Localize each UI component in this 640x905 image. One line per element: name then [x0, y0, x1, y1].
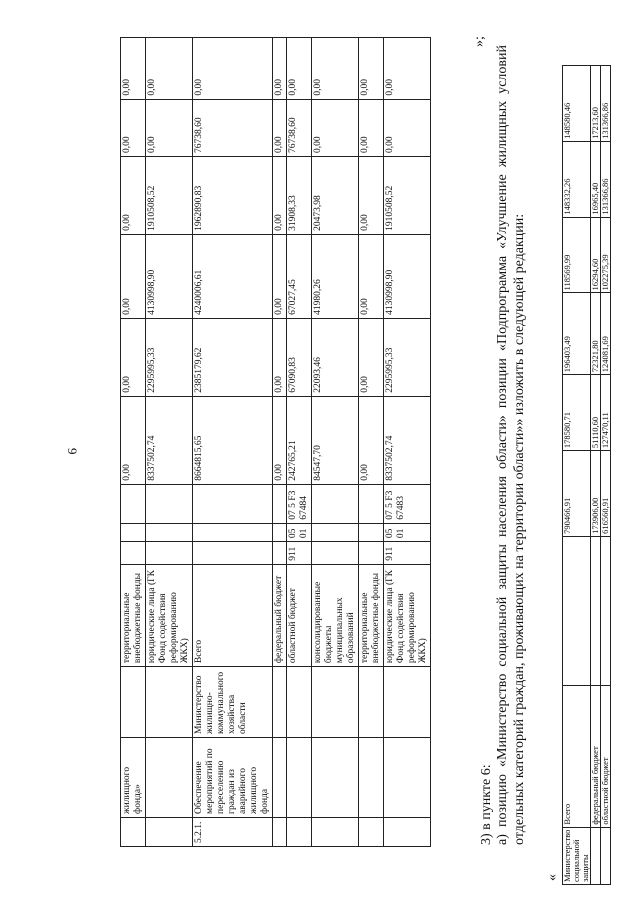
cell-c1 [591, 827, 601, 884]
open-quote: « [545, 874, 560, 881]
cell-c7 [121, 484, 146, 523]
cell-c1 [359, 817, 384, 846]
cell-c3 [601, 536, 611, 685]
cell-c3 [121, 667, 146, 738]
cell-c13: 0,00 [384, 38, 431, 100]
cell-c5 [312, 542, 359, 565]
cell-c7: 16294,60 [591, 217, 601, 293]
cell-c5: 911 [287, 542, 312, 565]
cell-c1: 5.2.1. [193, 817, 273, 846]
cell-c10: 4240006,61 [193, 234, 273, 318]
cell-c6: 196403,49 [563, 293, 591, 375]
table-row [563, 66, 591, 885]
cell-c1 [273, 817, 287, 846]
cell-c5 [273, 542, 287, 565]
cell-c4: 173906,00 [591, 451, 601, 537]
table-row [273, 38, 287, 847]
table-row [359, 38, 384, 847]
cell-c2 [312, 738, 359, 818]
cell-c6 [312, 523, 359, 541]
cell-c13: 0,00 [359, 38, 384, 100]
cell-c12: 0,00 [384, 99, 431, 156]
cell-c9: 0,00 [121, 318, 146, 396]
cell-c3 [312, 667, 359, 738]
cell-c2 [146, 738, 193, 818]
closing-mark: »; [472, 36, 487, 47]
cell-c5 [359, 542, 384, 565]
cell-c5 [146, 542, 193, 565]
cell-c6 [359, 523, 384, 541]
cell-c10: 0,00 [359, 234, 384, 318]
cell-c1 [601, 827, 611, 884]
cell-c1 [287, 817, 312, 846]
table-row [384, 38, 431, 847]
cell-c9: 2295995,33 [146, 318, 193, 396]
cell-c4: юридические лица (ГК Фонд содействия реформированию ЖКХ) [384, 564, 431, 666]
cell-c10: 4130998,90 [384, 234, 431, 318]
cell-c11: 0,00 [359, 156, 384, 234]
cell-c12: 0,00 [359, 99, 384, 156]
cell-c7 [273, 484, 287, 523]
cell-c9: 22093,46 [312, 318, 359, 396]
cell-c4: территориальные внебюджетные фонды [121, 564, 146, 666]
cell-c10: 4130998,90 [146, 234, 193, 318]
cell-c8: 0,00 [359, 396, 384, 484]
cell-c4: консолидированные бюджеты муниципальных образований [312, 564, 359, 666]
cell-c10: 0,00 [273, 234, 287, 318]
cell-c12: 0,00 [312, 99, 359, 156]
cell-c10: 67027,45 [287, 234, 312, 318]
cell-c2: жилищного фонда» [121, 738, 146, 818]
cell-c2: областной бюджет [601, 686, 611, 828]
cell-c2 [287, 738, 312, 818]
cell-c13: 0,00 [273, 38, 287, 100]
cell-c6 [273, 523, 287, 541]
cell-c11: 1910508,52 [384, 156, 431, 234]
cell-c11: 0,00 [121, 156, 146, 234]
table-row [193, 38, 273, 847]
table-row [591, 66, 601, 885]
cell-c8: 16965,40 [591, 141, 601, 217]
cell-c6: 124081,69 [601, 293, 611, 375]
cell-c6: 05 01 [384, 523, 431, 541]
cell-c6 [193, 523, 273, 541]
cell-c11: 31908,33 [287, 156, 312, 234]
cell-c2 [384, 738, 431, 818]
cell-c5: 51110,60 [591, 375, 601, 451]
cell-c7: 07 5 F3 67483 [384, 484, 431, 523]
cell-c9: 0,00 [273, 318, 287, 396]
funding-table [120, 37, 431, 847]
cell-c9: 131366,86 [601, 66, 611, 142]
table-row [601, 66, 611, 885]
cell-c12: 0,00 [273, 99, 287, 156]
cell-c8: 148332,26 [563, 141, 591, 217]
cell-c3 [359, 667, 384, 738]
cell-c6 [121, 523, 146, 541]
cell-c4: Всего [193, 564, 273, 666]
cell-c7: 118569,99 [563, 217, 591, 293]
cell-c8: 131366,86 [601, 141, 611, 217]
cell-c2: федеральный бюджет [591, 686, 601, 828]
table-row [146, 38, 193, 847]
cell-c7: 07 5 F3 67484 [287, 484, 312, 523]
cell-c7 [146, 484, 193, 523]
cell-c1 [121, 817, 146, 846]
cell-c7: 102275,39 [601, 217, 611, 293]
cell-c3 [273, 667, 287, 738]
cell-c2: Всего [563, 686, 591, 828]
cell-c3 [287, 667, 312, 738]
cell-c4: 616560,91 [601, 451, 611, 537]
cell-c11: 20473,98 [312, 156, 359, 234]
table-row [312, 38, 359, 847]
cell-c11: 1910508,52 [146, 156, 193, 234]
cell-c7 [312, 484, 359, 523]
cell-c13: 0,00 [146, 38, 193, 100]
cell-c5: 127470,11 [601, 375, 611, 451]
cell-c12: 76738,60 [287, 99, 312, 156]
cell-c13: 0,00 [287, 38, 312, 100]
cell-c10: 41980,26 [312, 234, 359, 318]
cell-c8: 242765,21 [287, 396, 312, 484]
cell-c11: 0,00 [273, 156, 287, 234]
cell-c9: 2385179,62 [193, 318, 273, 396]
cell-c1: Министерство социальной защиты [563, 827, 591, 884]
cell-c5: 911 [384, 542, 431, 565]
cell-c1 [146, 817, 193, 846]
cell-c3 [591, 536, 601, 685]
cell-c1 [312, 817, 359, 846]
cell-c4: территориальные внебюджетные фонды [359, 564, 384, 666]
cell-c9: 17213,60 [591, 66, 601, 142]
cell-c2: Обеспечение мероприятий по переселению граждан из аварийного жилищного фонда [193, 738, 273, 818]
cell-c8: 8337502,74 [146, 396, 193, 484]
cell-c4: 790466,91 [563, 451, 591, 537]
cell-c5 [193, 542, 273, 565]
cell-c9: 2295995,33 [384, 318, 431, 396]
page-number: 9 [65, 448, 80, 455]
paragraph-a: а) позицию «Министерство социальной защиты населения области» позиции «Подпрограмма «Улучшение жилищных условий отдельных категорий граждан, проживающих на территории области»» изложить в следующей редакции: [495, 45, 527, 845]
cell-c13: 0,00 [121, 38, 146, 100]
cell-c2 [273, 738, 287, 818]
cell-c4: областной бюджет [287, 564, 312, 666]
paragraph-item-3: 3) в пункте 6: [479, 764, 494, 845]
cell-c4: юридические лица (ГК Фонд содействия реформированию ЖКХ) [146, 564, 193, 666]
cell-c5 [121, 542, 146, 565]
cell-c3 [563, 536, 591, 685]
cell-c7 [359, 484, 384, 523]
cell-c13: 0,00 [193, 38, 273, 100]
cell-c6: 05 01 [287, 523, 312, 541]
cell-c9: 148580,46 [563, 66, 591, 142]
cell-c4: федеральный бюджет [273, 564, 287, 666]
cell-c12: 0,00 [121, 99, 146, 156]
cell-c6: 72321,80 [591, 293, 601, 375]
cell-c8: 0,00 [121, 396, 146, 484]
cell-c11: 1962890,83 [193, 156, 273, 234]
table-row [287, 38, 312, 847]
cell-c8: 8337502,74 [384, 396, 431, 484]
cell-c3 [384, 667, 431, 738]
cell-c9: 0,00 [359, 318, 384, 396]
cell-c7 [193, 484, 273, 523]
table-row [121, 38, 146, 847]
cell-c8: 8664815,65 [193, 396, 273, 484]
cell-c8: 84547,70 [312, 396, 359, 484]
cell-c1 [384, 817, 431, 846]
cell-c12: 76738,60 [193, 99, 273, 156]
cell-c8: 0,00 [273, 396, 287, 484]
cell-c13: 0,00 [312, 38, 359, 100]
cell-c3 [146, 667, 193, 738]
cell-c3: Министерство жилищно-коммунального хозяйства области [193, 667, 273, 738]
rotated-page [20, 5, 620, 885]
cell-c6 [146, 523, 193, 541]
ministry-table [562, 65, 611, 885]
cell-c5: 178580,71 [563, 375, 591, 451]
cell-c9: 67090,83 [287, 318, 312, 396]
cell-c2 [359, 738, 384, 818]
cell-c12: 0,00 [146, 99, 193, 156]
cell-c10: 0,00 [121, 234, 146, 318]
